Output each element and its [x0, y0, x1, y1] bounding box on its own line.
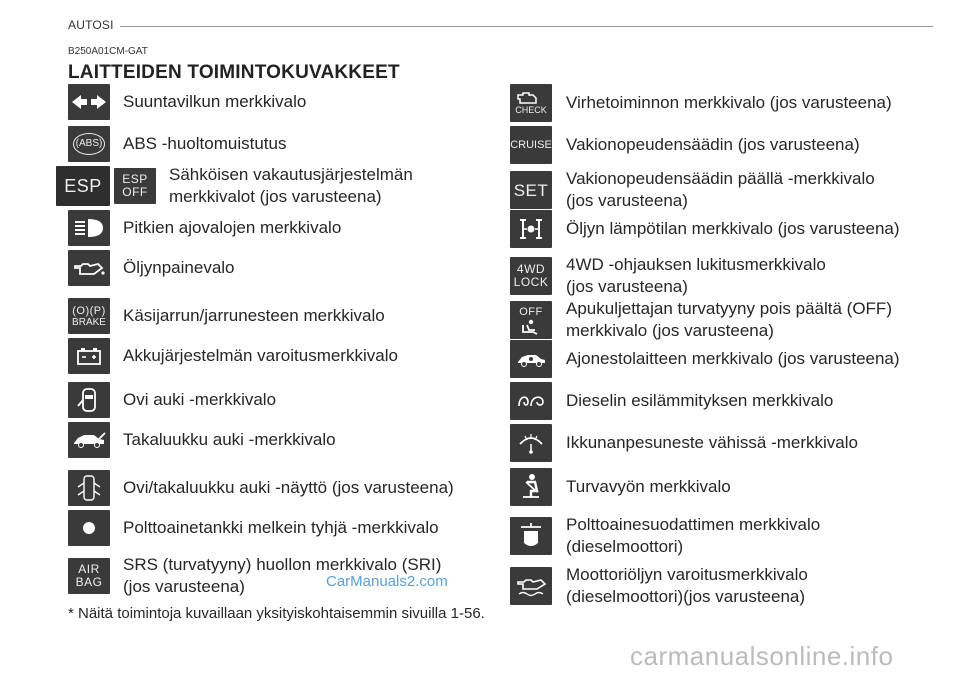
indicator-label: ABS -huoltomuistutus — [123, 134, 287, 153]
seatbelt-icon — [510, 468, 552, 506]
high-beam-icon — [68, 210, 110, 246]
indicator-item — [510, 564, 808, 608]
abs-icon — [68, 126, 110, 162]
abs-icon-label: (ABS) — [73, 133, 106, 155]
indicator-label: merkkivalo (jos varusteena) — [566, 321, 774, 340]
indicator-item — [68, 422, 336, 458]
esp-off-icon-label-a: ESP — [122, 172, 148, 186]
check-engine-icon-label: CHECK — [515, 105, 547, 115]
indicator-item — [510, 424, 858, 462]
oil-pressure-icon — [68, 250, 110, 286]
page-header — [68, 16, 933, 38]
indicator-item — [510, 168, 875, 212]
indicator-label: Dieselin esilämmityksen merkkivalo — [566, 391, 834, 410]
indicator-label: Turvavyön merkkivalo — [566, 477, 731, 496]
4wd-icon-label-b: LOCK — [513, 275, 549, 289]
indicator-label: (dieselmoottori) — [566, 537, 684, 556]
battery-icon — [68, 338, 110, 374]
airbag-icon-label-a: AIR — [78, 562, 100, 576]
door-trunk-display-icon — [68, 470, 110, 506]
check-engine-icon — [510, 84, 552, 122]
indicator-item — [68, 250, 235, 286]
indicator-label: (jos varusteena) — [566, 277, 688, 296]
indicator-item — [68, 298, 385, 334]
indicator-label: Sähköisen vakautusjärjestelmän — [169, 165, 413, 184]
immobilizer-icon — [510, 340, 552, 378]
watermark-footer: carmanualsonline.info — [630, 641, 894, 671]
airbag-off-icon-label: OFF — [519, 305, 543, 318]
set-icon-label: SET — [513, 180, 549, 200]
indicator-label: merkkivalot (jos varusteena) — [169, 187, 382, 206]
indicator-label: Pitkien ajovalojen merkkivalo — [123, 218, 342, 237]
fuel-filter-icon — [510, 517, 552, 555]
indicator-item — [68, 510, 439, 546]
oil-temp-icon — [510, 210, 552, 248]
indicator-item — [510, 382, 833, 420]
brake-icon — [68, 298, 110, 334]
indicator-item — [68, 470, 454, 506]
brake-icon-label-b: BRAKE — [72, 316, 106, 328]
page-title: LAITTEIDEN TOIMINTOKUVAKKEET — [68, 62, 400, 83]
set-icon — [510, 171, 552, 209]
indicator-item — [510, 514, 820, 558]
indicator-label: SRS (turvatyyny) huollon merkkivalo (SRI) — [123, 555, 442, 574]
indicator-item — [510, 84, 892, 122]
indicator-label: Polttoainetankki melkein tyhjä -merkkivalo — [123, 518, 439, 537]
indicator-label: Apukuljettajan turvatyyny pois päältä (OFF) — [566, 299, 892, 318]
esp-off-icon — [114, 168, 156, 204]
indicator-label: Öljynpainevalo — [123, 258, 235, 277]
4wd-lock-icon — [510, 257, 552, 295]
indicator-label: Vakionopeudensäädin päällä -merkkivalo — [566, 169, 875, 188]
indicator-item — [510, 210, 900, 248]
indicator-item — [68, 126, 286, 162]
cruise-icon — [510, 126, 552, 164]
washer-fluid-icon — [510, 424, 552, 462]
brake-icon-label-a: (O)(P) — [72, 304, 106, 317]
indicator-item — [68, 210, 341, 246]
indicator-item — [510, 340, 900, 378]
indicator-item — [510, 298, 892, 342]
indicator-label: (jos varusteena) — [566, 191, 688, 210]
indicator-label: (jos varusteena) — [123, 577, 245, 596]
cruise-icon-label: CRUISE — [510, 138, 552, 151]
indicator-label: Ikkunanpesuneste vähissä -merkkivalo — [566, 433, 858, 452]
doc-code: B250A01CM-GAT — [68, 46, 148, 57]
airbag-icon — [68, 558, 110, 594]
indicator-label: Polttoainesuodattimen merkkivalo — [566, 515, 821, 534]
low-fuel-icon — [68, 510, 110, 546]
4wd-icon-label-a: 4WD — [516, 262, 546, 276]
footnote: * Näitä toimintoja kuvaillaan yksityiskohtaisemmin sivuilla 1-56. — [68, 605, 485, 622]
indicator-item — [510, 126, 860, 164]
engine-oil-warning-icon — [510, 567, 552, 605]
indicator-item — [68, 84, 306, 120]
watermark-inline: CarManuals2.com — [326, 573, 448, 590]
indicator-item — [510, 468, 731, 506]
esp-icon — [56, 166, 110, 206]
indicator-label: Moottoriöljyn varoitusmerkkivalo — [566, 565, 808, 584]
esp-icon-label: ESP — [64, 175, 102, 196]
indicator-label: Öljyn lämpötilan merkkivalo (jos varusteena) — [566, 219, 900, 238]
indicator-label: Vakionopeudensäädin (jos varusteena) — [566, 135, 860, 154]
indicator-item — [68, 382, 276, 418]
glow-plug-icon — [510, 382, 552, 420]
indicator-item — [68, 338, 398, 374]
indicator-label: Suuntavilkun merkkivalo — [123, 92, 307, 111]
header-rule — [120, 26, 933, 27]
esp-off-icon-label-b: OFF — [122, 185, 148, 199]
passenger-airbag-off-icon — [510, 301, 552, 339]
indicator-label: Virhetoiminnon merkkivalo (jos varusteena) — [566, 93, 892, 112]
indicator-label: Takaluukku auki -merkkivalo — [123, 430, 336, 449]
indicator-label: Ovi/takaluukku auki -näyttö (jos varusteena) — [123, 478, 454, 497]
indicator-label: Ovi auki -merkkivalo — [123, 390, 277, 409]
indicator-label: (dieselmoottori)(jos varusteena) — [566, 587, 806, 606]
door-open-icon — [68, 382, 110, 418]
indicator-label: 4WD -ohjauksen lukitusmerkkivalo — [566, 255, 826, 274]
indicator-item — [510, 254, 826, 298]
turn-signal-icon — [68, 84, 110, 120]
indicator-item — [56, 164, 413, 208]
airbag-icon-label-b: BAG — [75, 575, 103, 589]
section-name: AUTOSI — [68, 18, 114, 32]
trunk-open-icon — [68, 422, 110, 458]
indicator-label: Akkujärjestelmän varoitusmerkkivalo — [123, 346, 398, 365]
indicator-label: Ajonestolaitteen merkkivalo (jos varusteena) — [566, 349, 900, 368]
indicator-label: Käsijarrun/jarrunesteen merkkivalo — [123, 306, 385, 325]
